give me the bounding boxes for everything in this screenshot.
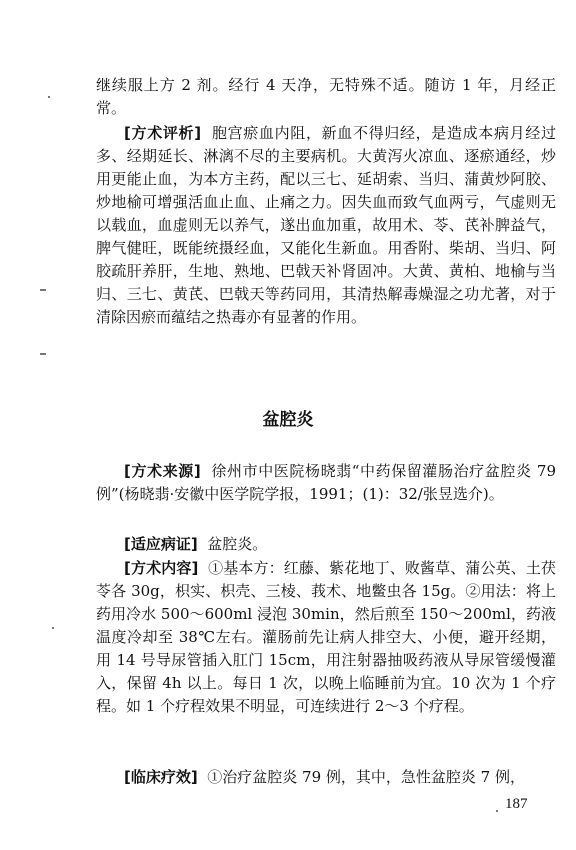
source-paragraph (96, 460, 561, 506)
source-label: [方术来源] (124, 462, 201, 480)
page-number: 187 (505, 796, 528, 812)
scan-speck (40, 353, 46, 355)
commentary-label: [方术评析] (124, 124, 202, 142)
efficacy-label: [临床疗效] (124, 768, 198, 786)
efficacy-text: ①治疗盆腔炎 79 例，其中，急性盆腔炎 7 例， (207, 768, 525, 786)
scan-speck (52, 627, 54, 629)
content-paragraph (96, 557, 556, 718)
efficacy-paragraph (96, 766, 556, 789)
continuation-text: 继续服上方 2 剂。经行 4 天净，无特殊不适。随访 1 年，月经正常。 (96, 76, 556, 117)
content-label: [方术内容] (124, 559, 199, 577)
indication-paragraph (96, 533, 556, 556)
indication-label: [适应病证] (124, 535, 198, 553)
content-text: ①基本方：红藤、紫花地丁、败酱草、蒲公英、土茯苓各 30g，枳实、枳壳、三棱、莪术、地鳖虫各 15g。②用法：将上药用冷水 500～600ml 浸泡 30min，然后煎至 150～200ml，药液温度冷却至 38℃左右。灌肠前先让病人排空大、小便，避开经期，用 14 号导尿管插入肛门 15cm，用注射器抽吸药液从导尿管缓慢灌入，保留 4h 以上。每日 1 次，以晚上临睡前为宜。10 次为 1 个疗程。如 1 个疗程效果不明显，可连续进行 2～3 个疗程。 (96, 559, 556, 715)
commentary-text: 胞宫瘀血内阻，新血不得归经，是造成本病月经过多、经期延长、淋漓不尽的主要病机。大黄泻火凉血、逐瘀通经，炒用更能止血，为本方主药，配以三七、延胡索、当归、蒲黄炒阿胶、炒地榆可增强活血止血、止痛之力。因失血而致气血两亏，气虚则无以载血，血虚则无以养气，遂出血加重，故用术、苓、芪补脾益气，脾气健旺，既能统摄经血，又能化生新血。用香附、柴胡、当归、阿胶疏肝养肝，生地、熟地、巴戟天补肾固冲。大黄、黄柏、地榆与当归、三七、黄芪、巴戟天等药同用，其清热解毒燥湿之功尤著，对于清除因瘀而蕴结之热毒亦有显著的作用。 (96, 124, 556, 326)
continuation-paragraph (96, 74, 556, 120)
scan-speck (40, 289, 46, 291)
source-text: 徐州市中医院杨晓翡“中药保留灌肠治疗盆腔炎 79 例”(杨晓翡·安徽中医学院学报，1991；(1)：32/张昱选介)。 (96, 462, 561, 503)
commentary-paragraph (96, 122, 556, 329)
scan-speck (48, 96, 50, 98)
section-title: 盆腔炎 (262, 410, 314, 430)
indication-text: 盆腔炎。 (207, 535, 268, 553)
scan-speck (496, 810, 498, 812)
